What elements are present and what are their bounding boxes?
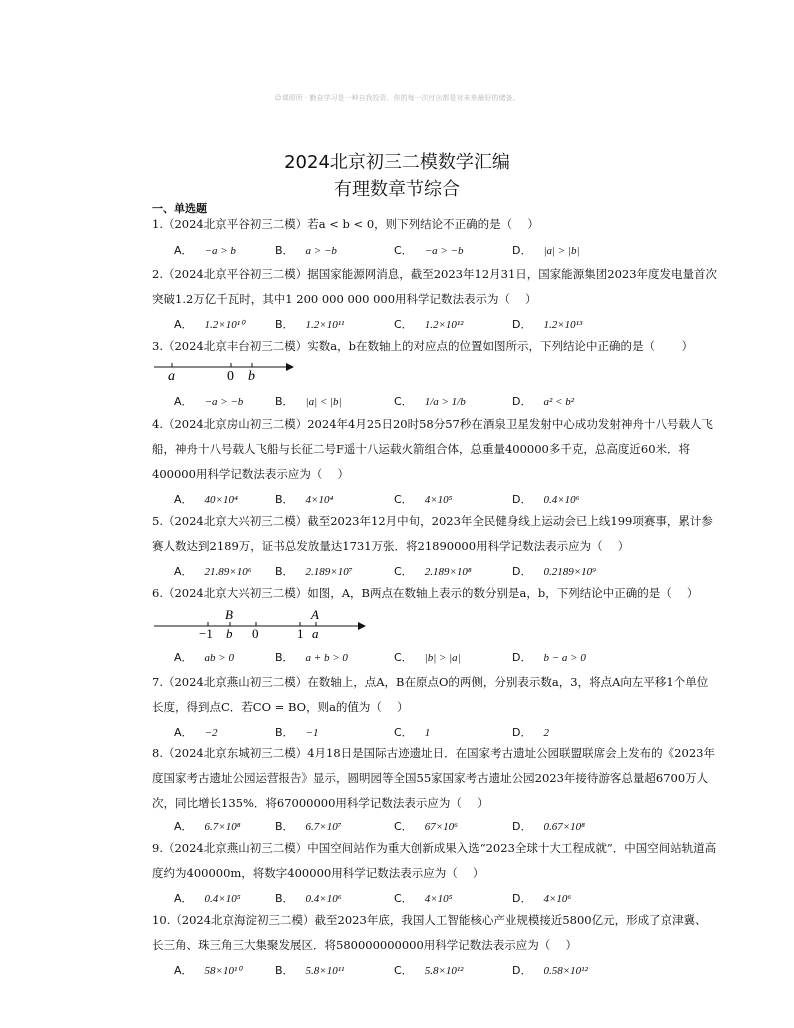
label-zero: 0	[227, 369, 234, 382]
option-d: D． a² < b²	[512, 395, 575, 408]
section-heading: 一、单选题	[152, 202, 207, 215]
option-c: C． 5.8×10¹²	[394, 964, 464, 977]
option-a: A． 40×10⁴	[174, 493, 238, 506]
question-6-options	[174, 649, 714, 669]
question-5	[152, 509, 718, 559]
option-d: D． b − a > 0	[512, 651, 586, 664]
label-b: b	[226, 626, 233, 641]
option-c: C． 1.2×10¹²	[394, 318, 464, 331]
option-b: B． a > −b	[275, 244, 337, 257]
question-5-options	[174, 563, 714, 583]
option-d: D． |a| > |b|	[512, 244, 580, 257]
option-c: C． 1	[394, 726, 431, 739]
option-d: D． 1.2×10¹³	[512, 318, 583, 331]
option-d: D． 0.58×10¹²	[512, 964, 588, 977]
question-stem: 4.（2024北京房山初三二模）2024年4月25日20时58分57秒在酒泉卫星发射中心成功发射神舟十八号载人飞船，神舟十八号载人飞船与长征二号F遥十八运载火箭组合体，总重量400000多千克，总高度近60米．将400000用科学记数法表示应为（ ）	[152, 417, 713, 481]
option-b: B． 6.7×10⁷	[275, 820, 342, 833]
question-stem: 6.（2024北京大兴初三二模）如图，A，B两点在数轴上表示的数分别是a，b，下列结论中正确的是（ ）	[152, 586, 699, 600]
question-2-options	[174, 316, 714, 336]
question-4-options	[174, 491, 714, 511]
option-b: B． 2.189×10⁷	[275, 565, 353, 578]
label-a: a	[168, 369, 175, 382]
question-4	[152, 412, 718, 487]
question-stem: 7.（2024北京燕山初三二模）在数轴上，点A，B在原点O的两侧，分别表示数a，3，将点A向左平移1个单位长度，得到点C．若CO = BO，则a的值为（ ）	[152, 675, 709, 714]
arrow-head	[358, 622, 366, 630]
question-9	[152, 836, 718, 886]
question-stem: 10.（2024北京海淀初三二模）截至2023年底，我国人工智能核心产业规模接近5800亿元，形成了京津冀、长三角、珠三角三大集聚发展区．将580000000000用科学记数法表示应为（ ）	[152, 913, 707, 952]
option-d: D． 0.4×10⁶	[512, 493, 580, 506]
option-c: C． |b| > |a|	[394, 651, 461, 664]
question-stem: 2.（2024北京平谷初三二模）据国家能源网消息，截至2023年12月31日，国家能源集团2023年度发电量首次突破1.2万亿千瓦时，其中1 200 000 000 000用科学记数法表示为（ ）	[152, 267, 718, 306]
question-stem: 9.（2024北京燕山初三二模）中国空间站作为重大创新成果入选“2023全球十大工程成就”．中国空间站轨道高度约为400000m，将数字400000用科学记数法表示应为（ ）	[152, 841, 717, 880]
question-8	[152, 741, 718, 816]
question-6	[152, 581, 718, 606]
option-d: D． 4×10⁶	[512, 892, 572, 905]
header-note: ☺课即所 · 勤奋学习是一种自我投资，你的每一次付出都是对未来最好的储备。	[274, 94, 520, 102]
option-a: A． 58×10¹⁰	[174, 964, 242, 977]
label-b: b	[248, 369, 255, 382]
label-zero: 0	[252, 626, 259, 641]
question-3-options	[174, 393, 714, 413]
page-title: 2024北京初三二模数学汇编	[284, 152, 510, 173]
question-stem: 1.（2024北京平谷初三二模）若a < b < 0，则下列结论不正确的是（ ）	[152, 217, 539, 231]
question-1-options	[174, 242, 714, 262]
option-b: B． 4×10⁴	[275, 493, 334, 506]
question-1	[152, 212, 718, 237]
label-a: a	[312, 626, 319, 641]
question-9-options	[174, 890, 714, 910]
question-stem: 3.（2024北京丰台初三二模）实数a，b在数轴上的对应点的位置如图所示，下列结论中正确的是（ ）	[152, 339, 694, 353]
label-point-a: A	[311, 607, 319, 622]
question-3	[152, 334, 718, 359]
option-d: D． 0.2189×10⁹	[512, 565, 596, 578]
label-minus-one: −1	[199, 626, 213, 641]
option-b: B． |a| < |b|	[275, 395, 342, 408]
question-10	[152, 908, 718, 958]
option-c: C． 67×10⁶	[394, 820, 458, 833]
label-one: 1	[297, 626, 304, 641]
option-d: D． 0.67×10⁸	[512, 820, 585, 833]
option-a: A． ab > 0	[174, 651, 234, 664]
question-8-options	[174, 818, 714, 838]
option-b: B． 1.2×10¹¹	[275, 318, 345, 331]
question-stem: 5.（2024北京大兴初三二模）截至2023年12月中旬，2023年全民健身线上运动会已上线199项赛事，累计参赛人数达到2189万，证书总发放量达1731万张．将21890000用科学记数法表示应为（ ）	[152, 514, 713, 553]
question-stem: 8.（2024北京东城初三二模）4月18日是国际古迹遗址日．在国家考古遗址公园联盟联席会上发布的《2023年度国家考古遗址公园运营报告》显示，圆明园等全国55家国家考古遗址公园2023年接待游客总量超6700万人次，同比增长135%．将67000000用科学记数法表示应为（ ）	[152, 746, 715, 810]
question-2	[152, 262, 718, 312]
arrow-head	[286, 363, 294, 371]
option-b: B． 5.8×10¹¹	[275, 964, 345, 977]
option-a: A． −2	[174, 726, 218, 739]
number-line-q6	[152, 605, 377, 641]
label-point-b: B	[225, 607, 233, 622]
option-a: A． 0.4×10⁵	[174, 892, 241, 905]
option-d: D． 2	[512, 726, 549, 739]
option-c: C． 4×10⁵	[394, 892, 453, 905]
option-a: A． −a > −b	[174, 395, 244, 408]
page-subtitle: 有理数章节综合	[334, 179, 460, 200]
question-10-options	[174, 962, 714, 982]
option-a: A． 21.89×10⁶	[174, 565, 252, 578]
option-b: B． 0.4×10⁶	[275, 892, 342, 905]
option-c: C． 2.189×10⁸	[394, 565, 472, 578]
option-a: A． 6.7×10⁸	[174, 820, 241, 833]
option-c: C． 4×10⁵	[394, 493, 453, 506]
option-b: B． a + b > 0	[275, 651, 348, 664]
option-c: C． −a > −b	[394, 244, 464, 257]
number-line-q3	[152, 358, 302, 382]
option-c: C． 1/a > 1/b	[394, 395, 466, 408]
question-7	[152, 670, 718, 720]
option-a: A． −a > b	[174, 244, 236, 257]
option-b: B． −1	[275, 726, 319, 739]
option-a: A． 1.2×10¹⁰	[174, 318, 245, 331]
